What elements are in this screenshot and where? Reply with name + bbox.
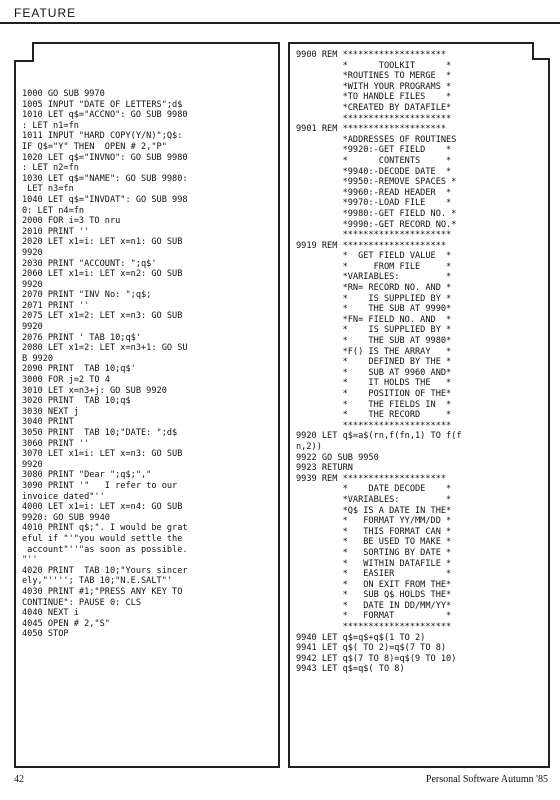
code-line: ********************* bbox=[296, 622, 452, 633]
code-line: *9950:-REMOVE SPACES * bbox=[296, 177, 457, 188]
code-line: * THE RECORD * bbox=[296, 410, 452, 421]
code-line: 9920: GO SUB 9940 bbox=[22, 512, 110, 523]
code-line: 9920 bbox=[22, 279, 43, 290]
code-line: 3030 NEXT j bbox=[22, 406, 79, 417]
code-line: * THIS FORMAT CAN * bbox=[296, 526, 452, 537]
code-line: 2010 PRINT '' bbox=[22, 226, 90, 237]
code-line: 1000 GO SUB 9970 bbox=[22, 89, 105, 99]
code-line: 3040 PRINT bbox=[22, 417, 74, 428]
code-line: 4000 LET x1=i: LET x=n4: GO SUB bbox=[22, 502, 183, 513]
code-line: * FORMAT YY/MM/DD * bbox=[296, 516, 452, 527]
page-number: 42 bbox=[14, 774, 24, 785]
code-line: 3080 PRINT "Dear ";q$;"," bbox=[22, 470, 152, 481]
code-line: * SORTING BY DATE * bbox=[296, 547, 452, 558]
code-line: *CREATED BY DATAFILE* bbox=[296, 102, 452, 113]
publication-footer: Personal Software Autumn '85 bbox=[425, 774, 548, 785]
code-line: 9900 REM ******************** bbox=[296, 50, 447, 60]
code-line: * THE FIELDS IN * bbox=[296, 399, 452, 410]
code-line: B 9920 bbox=[22, 353, 54, 364]
code-line: * SUB Q$ HOLDS THE* bbox=[296, 590, 452, 601]
code-line: 2090 PRINT TAB 10;q$' bbox=[22, 364, 136, 375]
code-line: 9901 REM ******************** bbox=[296, 124, 447, 135]
code-line: ********************* bbox=[296, 420, 452, 431]
code-line: *9980:-GET FIELD NO. * bbox=[296, 208, 457, 219]
code-line: ********************* bbox=[296, 230, 452, 241]
code-line: 0: LET n4=fn bbox=[22, 205, 85, 216]
code-line: * DATE DECODE * bbox=[296, 484, 452, 495]
code-line: 1005 INPUT "DATE OF LETTERS";d$ bbox=[22, 99, 183, 110]
code-line: * THE SUB AT 9980* bbox=[296, 336, 452, 347]
code-line: 3010 LET x=n3+j: GO SUB 9920 bbox=[22, 385, 167, 396]
code-line: * TOOLKIT * bbox=[296, 60, 452, 71]
code-line: * WITHIN DATAFILE * bbox=[296, 558, 452, 569]
listing-panel-left bbox=[14, 42, 280, 768]
code-line: *Q$ IS A DATE IN THE* bbox=[296, 505, 452, 516]
code-line: 2080 LET x1=2: LET x=n3+1: GO SU bbox=[22, 343, 188, 354]
code-line: *RN= RECORD NO. AND * bbox=[296, 283, 452, 294]
code-line: 2020 LET x1=i: LET x=n1: GO SUB bbox=[22, 237, 183, 248]
code-line: 9920 bbox=[22, 247, 43, 258]
code-line: 4050 STOP bbox=[22, 629, 69, 640]
code-line: : LET n1=fn bbox=[22, 120, 79, 131]
code-line: 9943 LET q$=q$( TO 8) bbox=[296, 664, 405, 675]
code-line: 9941 LET q$( TO 2)=q$(7 TO 8) bbox=[296, 643, 447, 654]
section-header: FEATURE bbox=[14, 6, 77, 20]
code-line: invoice dated"'' bbox=[22, 491, 105, 502]
code-line: 3090 PRINT '" I refer to our bbox=[22, 480, 178, 491]
code-line: 3000 FOR j=2 TO 4 bbox=[22, 375, 110, 386]
code-line: ely,"''''; TAB 10;"N.E.SALT"' bbox=[22, 576, 173, 587]
code-line: *9990:-GET RECORD NO.* bbox=[296, 219, 457, 230]
code-line: *9920:-GET FIELD * bbox=[296, 145, 452, 156]
code-line: *VARIABLES: * bbox=[296, 272, 452, 283]
code-line: 1010 LET q$="ACCNO": GO SUB 9980 bbox=[22, 110, 188, 121]
code-line: 1030 LET q$="NAME": GO SUB 9980: bbox=[22, 173, 188, 184]
code-line: * ON EXIT FROM THE* bbox=[296, 579, 452, 590]
code-line: * BE USED TO MAKE * bbox=[296, 537, 452, 548]
code-line: 3020 PRINT TAB 10;q$ bbox=[22, 396, 131, 407]
code-line: *F() IS THE ARRAY * bbox=[296, 346, 452, 357]
code-line: *VARIABLES: * bbox=[296, 494, 452, 505]
code-line: CONTINUE": PAUSE 0: CLS bbox=[22, 597, 141, 608]
code-line: LET n3=fn bbox=[22, 184, 74, 195]
code-line: *ROUTINES TO MERGE * bbox=[296, 71, 452, 82]
code-line: 9939 REM ******************** bbox=[296, 473, 447, 484]
code-listing-right bbox=[296, 50, 462, 675]
code-line: *9970:-LOAD FILE * bbox=[296, 198, 452, 209]
code-line: *9960:-READ HEADER * bbox=[296, 187, 452, 198]
code-line: 2060 LET x1=i: LET x=n2: GO SUB bbox=[22, 269, 183, 280]
code-line: * IT HOLDS THE * bbox=[296, 378, 452, 389]
code-line: *FN= FIELD NO. AND * bbox=[296, 314, 452, 325]
code-line: 9922 GO SUB 9950 bbox=[296, 452, 379, 463]
code-line: * CONTENTS * bbox=[296, 155, 452, 166]
header-rule bbox=[0, 22, 560, 24]
code-line: 2071 PRINT '' bbox=[22, 300, 90, 311]
listing-panel-right bbox=[288, 42, 550, 768]
code-line: 4045 OPEN # 2,"S" bbox=[22, 618, 110, 629]
code-line: 9919 REM ******************** bbox=[296, 240, 447, 251]
code-line: 3070 LET x1=i: LET x=n3: GO SUB bbox=[22, 449, 183, 460]
code-line: "'' bbox=[22, 555, 38, 566]
code-line: 2075 LET x1=2: LET x=n3: GO SUB bbox=[22, 311, 183, 322]
code-line: 4030 PRINT #1;"PRESS ANY KEY TO bbox=[22, 586, 183, 597]
code-line: 9920 LET q$=a$(rn,f(fn,1) TO f(f bbox=[296, 431, 462, 442]
code-line: : LET n2=fn bbox=[22, 163, 79, 174]
code-listing-left bbox=[22, 89, 188, 640]
code-line: * GET FIELD VALUE * bbox=[296, 251, 452, 262]
code-line: * FROM FILE * bbox=[296, 261, 452, 272]
code-line: 3060 PRINT '' bbox=[22, 438, 90, 449]
code-line: * THE SUB AT 9990* bbox=[296, 304, 452, 315]
code-line: 9940 LET q$=q$+q$(1 TO 2) bbox=[296, 632, 426, 643]
code-line: *9940:-DECODE DATE * bbox=[296, 166, 452, 177]
code-line: * IS SUPPLIED BY * bbox=[296, 293, 452, 304]
code-line: IF Q$="Y" THEN OPEN # 2,"P" bbox=[22, 141, 167, 152]
code-line: n,2)) bbox=[296, 441, 322, 452]
code-line: 9920 bbox=[22, 459, 43, 470]
code-line: 9942 LET q$(7 TO 8)=q$(9 TO 10) bbox=[296, 653, 457, 664]
code-line: 9923 RETURN bbox=[296, 463, 353, 474]
code-line: 9920 bbox=[22, 322, 43, 333]
code-line: *ADDRESSES OF ROUTINES bbox=[296, 134, 457, 145]
code-line: 1020 LET q$="INVNO": GO SUB 9980 bbox=[22, 152, 188, 163]
code-line: *WITH YOUR PROGRAMS * bbox=[296, 81, 452, 92]
code-line: *TO HANDLE FILES * bbox=[296, 92, 452, 103]
code-line: 4040 NEXT i bbox=[22, 608, 79, 619]
code-line: eful if "'"you would settle the bbox=[22, 533, 183, 544]
code-line: * EASIER * bbox=[296, 569, 452, 580]
code-line: 2030 PRINT "ACCOUNT: ";q$' bbox=[22, 258, 157, 269]
code-line: * SUB AT 9960 AND* bbox=[296, 367, 452, 378]
code-line: * DATE IN DD/MM/YY* bbox=[296, 600, 452, 611]
code-line: * FORMAT * bbox=[296, 611, 452, 622]
code-line: * POSITION OF THE* bbox=[296, 389, 452, 399]
code-line: account"''"as soon as possible. bbox=[22, 544, 188, 555]
code-line: * IS SUPPLIED BY * bbox=[296, 325, 452, 336]
code-line: 2070 PRINT "INV No: ";q$; bbox=[22, 290, 152, 301]
code-line: * DEFINED BY THE * bbox=[296, 357, 452, 368]
code-line: 1011 INPUT "HARD COPY(Y/N)";Q$: bbox=[22, 131, 183, 142]
code-line: 4010 PRINT q$;". I would be grat bbox=[22, 523, 188, 534]
code-line: 2000 FOR i=3 TO nru bbox=[22, 216, 121, 227]
code-line: 2076 PRINT ' TAB 10;q$' bbox=[22, 332, 141, 343]
code-line: 1040 LET q$="INVDAT": GO SUB 998 bbox=[22, 194, 188, 205]
code-line: 3050 PRINT TAB 10;"DATE: ";d$ bbox=[22, 428, 178, 438]
code-line: ********************* bbox=[296, 113, 452, 124]
code-line: 4020 PRINT TAB 10;"Yours sincer bbox=[22, 565, 188, 576]
